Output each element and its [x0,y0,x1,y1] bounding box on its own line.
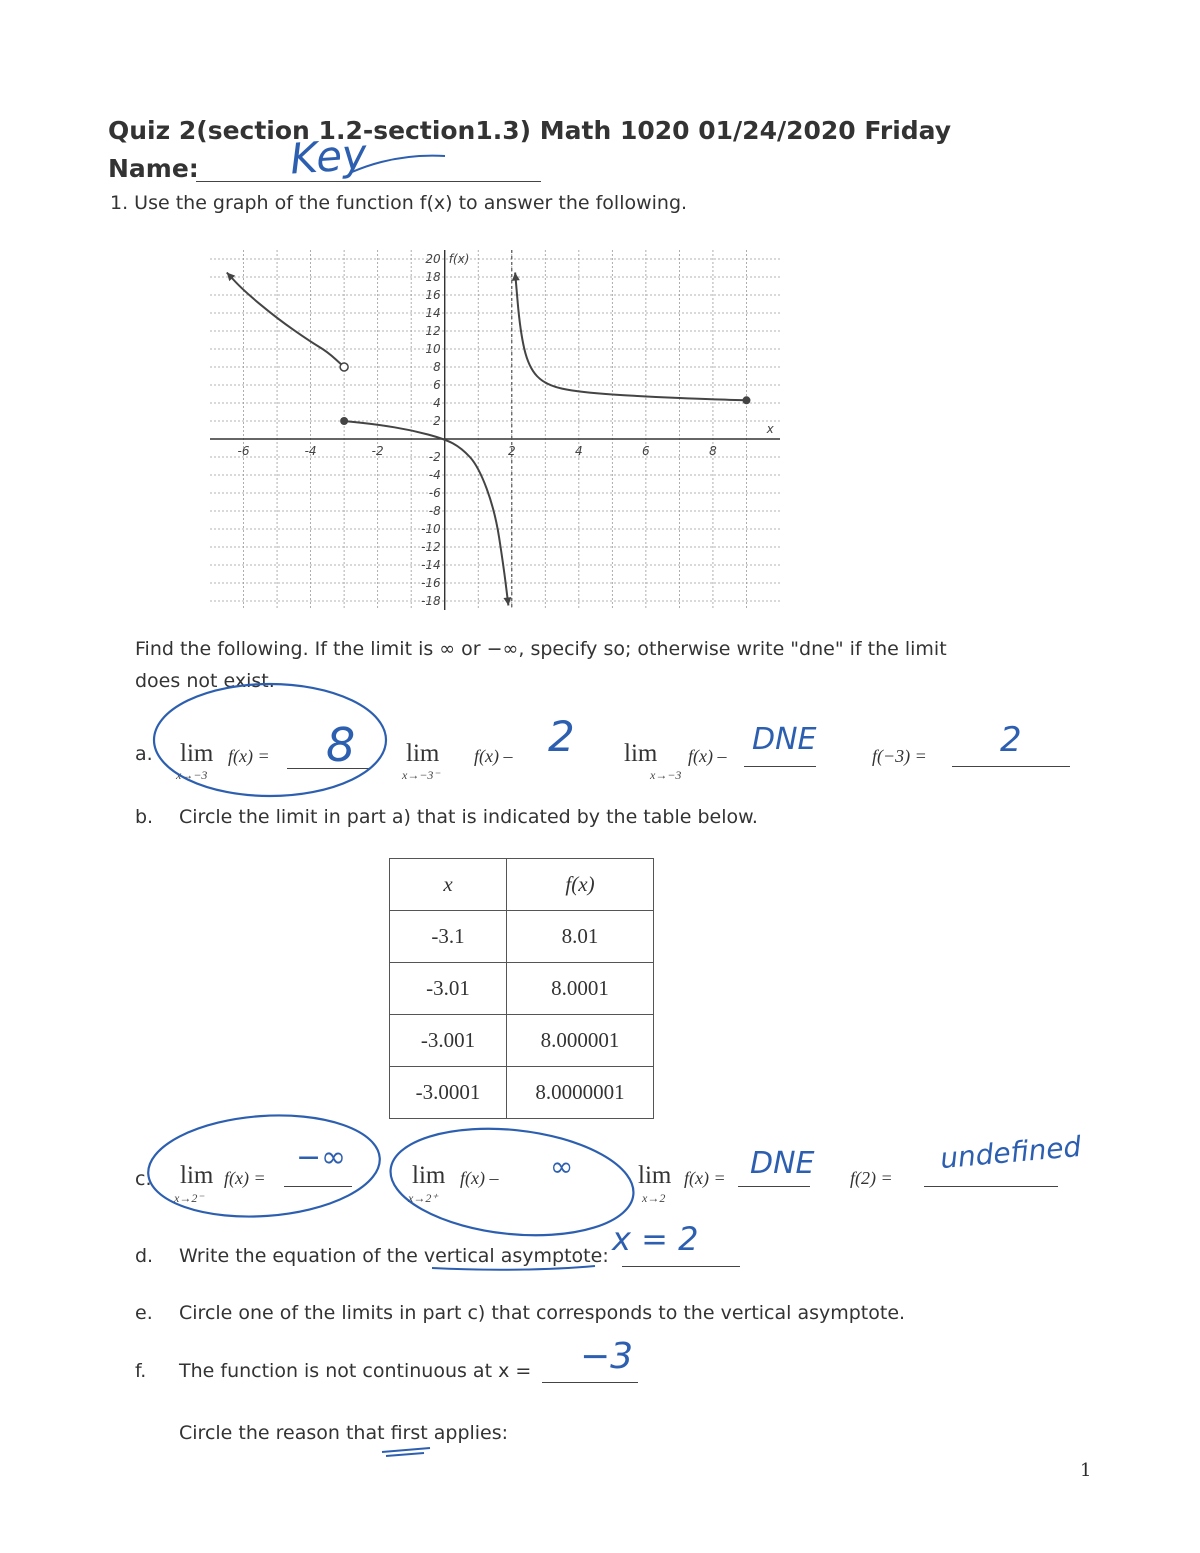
part-a-blank-3 [744,766,816,767]
y-tick-label: 4 [433,396,441,410]
part-c-f-value-blank [924,1186,1058,1187]
part-c-marker: c. [135,1168,152,1190]
y-tick-label: 18 [425,270,441,284]
part-a-fx-3: f(x) – [688,746,727,766]
name-line [196,181,541,182]
table-cell: 8.0000001 [507,1067,654,1119]
name-flourish [350,150,450,180]
part-d-blank [622,1266,740,1267]
instructions-line-1: Find the following. If the limit is ∞ or −∞, specify so; otherwise write "dne" if the limit [135,638,947,660]
part-a-fx-2: f(x) – [474,746,513,766]
part-a-lim-1: lim [180,740,214,767]
y-tick-label: -18 [421,594,441,608]
part-c-fx-3: f(x) = [684,1168,726,1188]
part-c-fx-2: f(x) – [460,1168,499,1188]
part-f-answer: −3 [580,1336,634,1377]
part-c-blank-3 [738,1186,810,1187]
y-axis-label: f(x) [448,252,470,266]
x-tick-label: -4 [304,444,317,458]
part-d-marker: d. [135,1245,154,1267]
part-a-f-value-label: f(−3) = [872,746,927,766]
part-c-f-value-answer: undefined [938,1129,1083,1176]
part-c-sub-3: x→2 [642,1191,666,1205]
instructions-line-2: does not exist. [135,670,275,692]
part-c-lim-1: lim [180,1162,214,1189]
y-tick-label: 16 [425,288,441,302]
part-c-f-value-label: f(2) = [850,1168,893,1188]
table-cell: -3.01 [390,963,507,1015]
y-tick-label: -14 [421,558,441,572]
part-c-sub-1: x→2⁻ [174,1191,204,1205]
y-tick-label: 14 [425,306,441,320]
x-tick-label: 6 [642,444,650,458]
x-axis-label: x [766,422,774,436]
part-b-text: Circle the limit in part a) that is indicated by the table below. [179,806,758,828]
table-header-x: x [390,859,507,911]
part-c-sub-2: x→2⁺ [408,1191,438,1205]
page-number: 1 [1080,1460,1092,1481]
x-tick-label: -6 [237,444,250,458]
part-d-text: Write the equation of the vertical asymptote: [179,1245,609,1267]
y-tick-label: 10 [425,342,441,356]
part-c-lim-2: lim [412,1162,446,1189]
y-tick-label: 2 [433,414,441,428]
y-tick-label: 20 [425,252,441,266]
part-a-sub-2: x→−3⁻ [402,768,440,782]
table-row [390,1067,654,1119]
table-row [390,963,654,1015]
table-header-row [390,859,654,911]
open-point [340,363,348,371]
name-answer: Key [288,129,369,184]
part-c-answer-1: −∞ [296,1140,347,1175]
y-tick-label: -8 [428,504,441,518]
part-a-f-value-answer: 2 [1000,720,1022,760]
table-cell: 8.000001 [507,1015,654,1067]
y-tick-label: -4 [428,468,441,482]
table-cell: 8.0001 [507,963,654,1015]
part-a-f-value-blank [952,766,1070,767]
part-c-lim-3: lim [638,1162,672,1189]
values-table [389,858,654,1119]
name-label: Name: [108,154,199,183]
part-a-marker: a. [135,743,153,765]
table-cell: 8.01 [507,911,654,963]
y-tick-label: -12 [421,540,441,554]
part-a-lim-2: lim [406,740,440,767]
part-a-sub-1: x→−3 [176,768,208,782]
part-c-fx-1: f(x) = [224,1168,266,1188]
y-tick-label: -2 [428,450,441,464]
part-a-answer-2: 2 [548,712,575,761]
part-f-marker: f. [135,1360,147,1382]
reason-underline [380,1444,440,1458]
table-row [390,1015,654,1067]
part-a-answer-3: DNE [752,722,817,757]
function-curve [227,273,344,368]
question-1-prompt: 1. Use the graph of the function f(x) to answer the following. [110,192,688,214]
part-c-answer-3: DNE [750,1146,815,1181]
part-e-marker: e. [135,1302,153,1324]
part-e-text: Circle one of the limits in part c) that corresponds to the vertical asymptote. [179,1302,906,1324]
y-tick-label: 12 [425,324,441,338]
reason-text: Circle the reason that first applies: [179,1422,509,1444]
y-tick-label: -6 [428,486,441,500]
part-c-answer-2: ∞ [550,1150,574,1183]
part-a-circle [150,680,395,800]
table-cell: -3.0001 [390,1067,507,1119]
part-c-circle-2 [382,1118,642,1248]
part-f-blank [542,1382,638,1383]
part-d-underline [430,1262,600,1274]
part-f-text: The function is not continuous at x = [179,1360,532,1382]
part-a-lim-3: lim [624,740,658,767]
x-tick-label: 8 [709,444,717,458]
part-c-circle-1 [140,1108,390,1223]
part-d-answer: x = 2 [612,1220,699,1258]
part-a-fx-1: f(x) = [228,746,270,766]
y-tick-label: -10 [421,522,441,536]
x-tick-label: 4 [575,444,583,458]
closed-point [340,417,348,425]
table-cell: -3.1 [390,911,507,963]
closed-point [742,396,750,404]
y-tick-label: 6 [433,378,441,392]
y-tick-label: 8 [433,360,441,374]
y-tick-label: -16 [421,576,441,590]
x-tick-label: 2 [507,444,516,458]
part-a-sub-3: x→−3 [650,768,682,782]
function-graph [200,245,790,615]
quiz-title: Quiz 2(section 1.2-section1.3) Math 1020 01/24/2020 Friday [108,116,952,145]
function-curve [515,273,746,401]
part-a-answer-1: 8 [326,718,356,772]
x-tick-label: -2 [371,444,384,458]
part-b-marker: b. [135,806,154,828]
table-header-fx: f(x) [507,859,654,911]
table-cell: -3.001 [390,1015,507,1067]
table-row [390,911,654,963]
